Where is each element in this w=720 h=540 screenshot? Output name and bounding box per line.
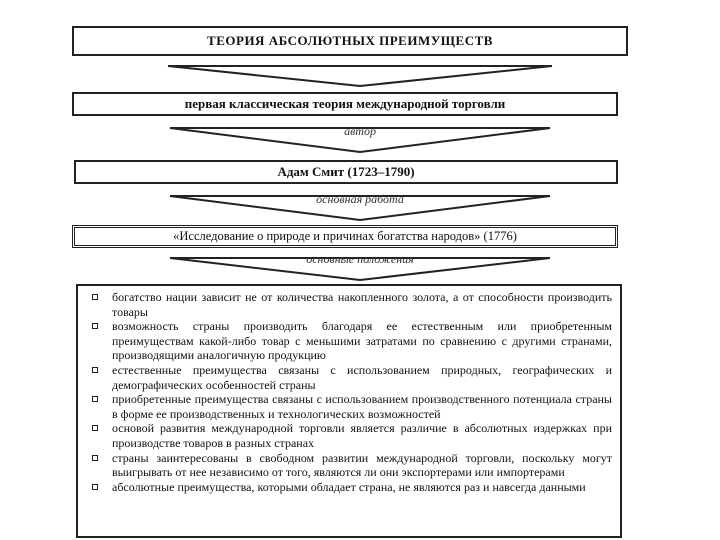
title-box <box>72 26 628 56</box>
square-bullet-icon <box>92 367 98 373</box>
principle-item <box>88 290 612 319</box>
principle-text: абсолютные преимущества, которыми обладает страна, не являются раз и навсегда данными <box>112 479 586 494</box>
main-work: «Исследование о природе и причинах богатства народов» (1776) <box>173 229 517 243</box>
square-bullet-icon <box>92 484 98 490</box>
principle-text: богатство нации зависит не от количества накопленного золота, а от способности производить товары <box>112 290 612 319</box>
square-bullet-icon <box>92 323 98 329</box>
square-bullet-icon <box>92 455 98 461</box>
principle-item <box>88 392 612 421</box>
diagram-title: ТЕОРИЯ АБСОЛЮТНЫХ ПРЕИМУЩЕСТВ <box>207 33 493 48</box>
principle-item <box>88 421 612 450</box>
principle-text: основой развития международной торговли является различие в абсолютных издержках при производстве товаров в разных странах <box>112 421 612 450</box>
principle-text: возможность страны производить благодаря ее естественным или приобретенным преимуществам какой-либо товар с меньшими затратами по сравнению с другими странами, производящими аналогичную продукцию <box>112 319 612 363</box>
principles-list <box>88 290 612 494</box>
author-box <box>74 160 618 184</box>
principle-text: естественные преимущества связаны с использованием природных, географических и демографических особенностей страны <box>112 362 612 392</box>
author-name: Адам Смит (1723–1790) <box>277 164 415 179</box>
principle-item <box>88 363 612 392</box>
work-caption: основная работа <box>316 192 404 206</box>
diagram-subtitle: первая классическая теория международной торговли <box>184 96 506 111</box>
square-bullet-icon <box>92 396 98 402</box>
square-bullet-icon <box>92 425 98 431</box>
principles-caption: основные положения <box>306 252 414 266</box>
square-bullet-icon <box>92 294 98 300</box>
work-box <box>72 225 618 248</box>
principle-text: приобретенные преимущества связаны с использованием производственного потенциала страны в форме ее производственных и технологических возможностей <box>112 392 612 421</box>
author-caption: автор <box>344 124 376 138</box>
arrow-down-1 <box>0 62 720 90</box>
subtitle-box <box>72 92 618 116</box>
principle-text: страны заинтересованы в свободном развитии международной торговли, поскольку могут выигрывать от нее независимо от того, являются ли они экспортерами или импортерами <box>112 450 612 480</box>
principle-item <box>88 319 612 363</box>
principle-item <box>88 480 612 495</box>
principles-box <box>76 284 622 538</box>
principle-item <box>88 451 612 480</box>
